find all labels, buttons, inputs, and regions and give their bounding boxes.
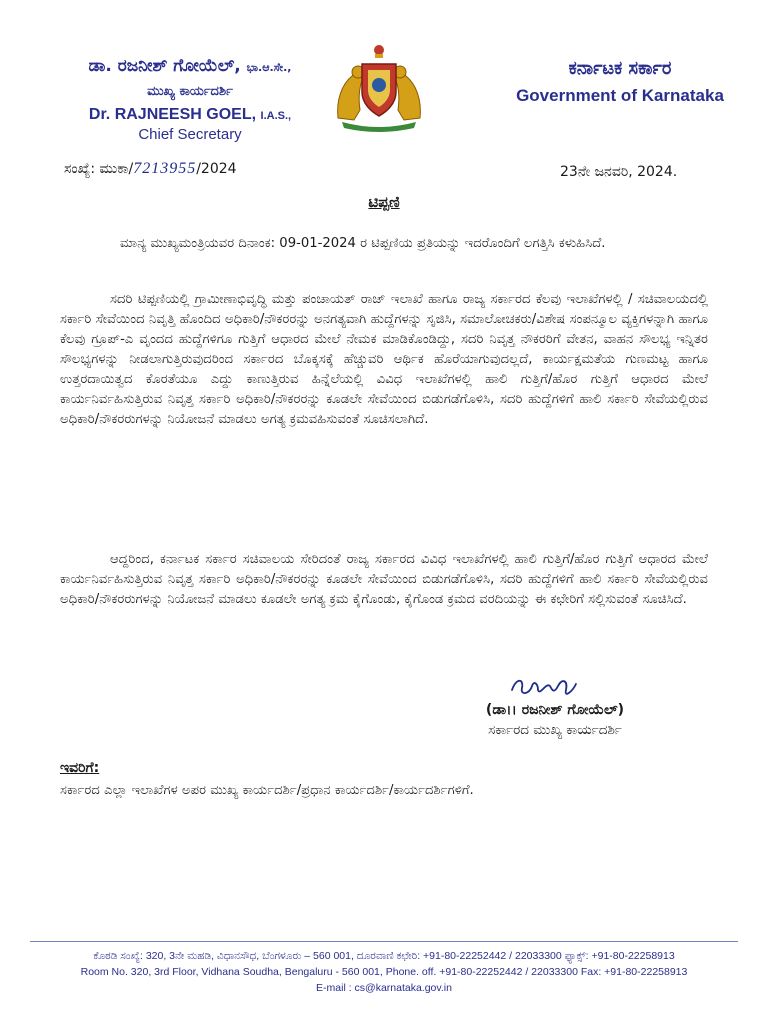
body-paragraph-2 [60, 290, 708, 430]
sender-name-en-text: Dr. RAJNEESH GOEL, [88, 106, 257, 123]
karnataka-state-emblem-icon [328, 40, 430, 132]
paragraph-3-text: ಆದ್ದರಿಂದ, ಕರ್ನಾಟಕ ಸರ್ಕಾರ ಸಚಿವಾಲಯ ಸೇರಿದಂತೆ ರಾಜ್ಯ ಸರ್ಕಾರದ ವಿವಿಧ ಇಲಾಖೆಗಳಲ್ಲಿ ಹಾಲಿ ಗುತ್ತಿಗೆ/ಹೊರ ಗುತ್ತಿಗೆ ಆಧಾರದ ಮೇಲೆ ಕಾರ್ಯನಿರ್ವಹಿಸುತ್ತಿರುವ ನಿವೃತ್ತ ಸರ್ಕಾರಿ ಅಧಿಕಾರಿ/ನೌಕರರನ್ನು ಕೂಡಲೇ ಸೇವೆಯಿಂದ ಬಿಡುಗಡೆಗೊಳಿಸಿ, ಸದರಿ ಹುದ್ದೆಗಳಿಗೆ ಹಾಲಿ ಸರ್ಕಾರಿ ಸೇವೆಯಲ್ಲಿರುವ ಅಧಿಕಾರಿ/ನೌಕರರುಗಳನ್ನು ನಿಯೋಜನೆ ಮಾಡಲು ಕೂಡಲೇ ಅಗತ್ಯ ಕ್ರಮ ಕೈಗೊಂಡು, ಕೈಗೊಂಡ ಕ್ರಮದ ವರದಿಯನ್ನು ಈ ಕಛೇರಿಗೆ ಸಲ್ಲಿಸುವಂತೆ ಸೂಚಿಸಿದೆ. [60, 552, 708, 607]
sender-designation-kannada: ಮುಖ್ಯ ಕಾರ್ಯದರ್ಶಿ [147, 84, 233, 99]
recipients-text: ಸರ್ಕಾರದ ಎಲ್ಲಾ ಇಲಾಖೆಗಳ ಅಪರ ಮುಖ್ಯ ಕಾರ್ಯದರ್ಶಿ/ಪ್ರಧಾನ ಕಾರ್ಯದರ್ಶಿ/ಕಾರ್ಯದರ್ಶಿಗಳಿಗೆ. [60, 783, 474, 798]
paragraph-2-text: ಸದರಿ ಟಿಪ್ಪಣಿಯಲ್ಲಿ ಗ್ರಾಮೀಣಾಭಿವೃದ್ಧಿ ಮತ್ತು ಪಂಚಾಯತ್ ರಾಜ್ ಇಲಾಖೆ ಹಾಗೂ ರಾಜ್ಯ ಸರ್ಕಾರದ ಕೆಲವು ಇಲಾಖೆಗಳಲ್ಲಿ / ಸಚಿವಾಲಯದಲ್ಲಿ ಸರ್ಕಾರಿ ಸೇವೆಯಿಂದ ನಿವೃತ್ತಿ ಹೊಂದಿದ ಅಧಿಕಾರಿ/ನೌಕರರನ್ನು ಅನಗತ್ಯವಾಗಿ ಹುದ್ದೆಗಳನ್ನು ಸೃಜಿಸಿ, ಸಮಾಲೋಚಕರು/ವಿಶೇಷ ಸಂಪನ್ಮೂಲ ವ್ಯಕ್ತಿಗಳನ್ನಾಗಿ ಹಾಗೂ ಕೆಲವು ಗ್ರೂಪ್-ಎ ವೃಂದದ ಹುದ್ದೆಗಳಿಗೂ ಗುತ್ತಿಗೆ ಆಧಾರದ ಮೇಲೆ ನೇಮಕ ಮಾಡಿಕೊಂಡಿದ್ದು, ಸದರಿ ನಿವೃತ್ತ ನೌಕರರಿಗೆ ವೇತನ, ವಾಹನ ಸೌಲಭ್ಯ ಇನ್ನಿತರ ಸೌಲಭ್ಯಗಳನ್ನು ನೀಡಲಾಗುತ್ತಿರುವುದರಿಂದ ಸರ್ಕಾರದ ಬೊಕ್ಕಸಕ್ಕೆ ಹೆಚ್ಚುವರಿ ಆರ್ಥಿಕ ಹೊರೆಯಾಗುವುದಲ್ಲದೆ, ಕಾರ್ಯಕ್ಷಮತೆಯ ಗುಣಮಟ್ಟ ಹಾಗೂ ಉತ್ತರದಾಯಿತ್ವದ ಕೊರತೆಯೂ ಎದ್ದು ಕಾಣುತ್ತಿರುವ ಹಿನ್ನೆಲೆಯಲ್ಲಿ ವಿವಿಧ ಇಲಾಖೆಗಳಲ್ಲಿ ಹಾಲಿ ಗುತ್ತಿಗೆ/ಹೊರ ಗುತ್ತಿಗೆ ಆಧಾರದ ಮೇಲೆ ಕಾರ್ಯನಿರ್ವಹಿಸುತ್ತಿರುವ ನಿವೃತ್ತ ಸರ್ಕಾರಿ ಅಧಿಕಾರಿ/ನೌಕರರನ್ನು ಕೂಡಲೇ ಸೇವೆಯಿಂದ ಬಿಡುಗಡೆಗೊಳಿಸಿ, ಸದರಿ ಹುದ್ದೆಗಳಿಗೆ ಹಾಲಿ ಸರ್ಕಾರಿ ಸೇವೆಯಲ್ಲಿರುವ ಅಧಿಕಾರಿ/ನೌಕರರುಗಳನ್ನು ನಿಯೋಜನೆ ಮಾಡಲು ಅಗತ್ಯ ಕ್ರಮವಹಿಸುವಂತೆ ಸೂಚಿಸಲಾಗಿದೆ. [60, 292, 708, 427]
government-name-english: Government of Karnataka [516, 86, 724, 105]
footer-address-english: Room No. 320, 3rd Floor, Vidhana Soudha, Bengaluru - 560 001, Phone. off. +91-80-22252442 / 22033300 Fax: +91-80-22258913 [80, 966, 688, 978]
body-paragraph-1 [60, 234, 708, 254]
footer-email: E-mail : cs@karnataka.gov.in [316, 982, 452, 994]
sender-qual-kn-text: ಭಾ.ಆ.ಸೇ., [246, 61, 292, 74]
sender-qual-en-text: I.A.S., [260, 110, 292, 122]
sender-name-english [40, 106, 340, 124]
paragraph-1-text: ಮಾನ್ಯ ಮುಖ್ಯಮಂತ್ರಿಯವರ ದಿನಾಂಕ: 09-01-2024 ರ ಟಿಪ್ಪಣಿಯ ಪ್ರತಿಯನ್ನು ಇದರೊಂದಿಗೆ ಲಗತ್ತಿಸಿ ಕಳುಹಿಸಿದೆ. [120, 236, 606, 251]
signatory-designation: ಸರ್ಕಾರದ ಮುಖ್ಯ ಕಾರ್ಯದರ್ಶಿ [488, 722, 622, 738]
document-title: ಟಿಪ್ಪಣಿ [368, 193, 400, 211]
footer-divider [30, 941, 738, 942]
government-name-kannada: ಕರ್ನಾಟಕ ಸರ್ಕಾರ [568, 58, 672, 79]
body-paragraph-3 [60, 550, 708, 610]
footer-address-kannada: ಕೊಠಡಿ ಸಂಖ್ಯೆ: 320, 3ನೇ ಮಹಡಿ, ವಿಧಾನಸೌಧ, ಬೆಂಗಳೂರು – 560 001, ದೂರವಾಣಿ ಕಛೇರಿ: +91-80-22252442 / 22033300 ಫ್ಯಾಕ್ಸ್: +91-80-22258913 [93, 950, 675, 962]
sender-designation-english: Chief Secretary [138, 126, 242, 143]
sender-name-kannada [40, 56, 340, 76]
reference-year: /2024 [196, 161, 237, 177]
handwritten-signature-icon [508, 672, 580, 702]
sender-name-kn-text: ಡಾ. ರಜನೀಶ್ ಗೋಯೆಲ್, [88, 56, 241, 76]
document-date: 23ನೇ ಜನವರಿ, 2024. [560, 164, 678, 180]
reference-number [64, 160, 237, 178]
signatory-name: (ಡಾ।। ರಜನೀಶ್ ಗೋಯೆಲ್) [485, 702, 625, 718]
reference-label: ಸಂಖ್ಯೆ: ಮುಕಾ/ [64, 161, 134, 177]
recipients-heading: ಇವರಿಗೆ: [60, 760, 100, 776]
handwritten-reference-number: 7213955 [133, 160, 197, 177]
